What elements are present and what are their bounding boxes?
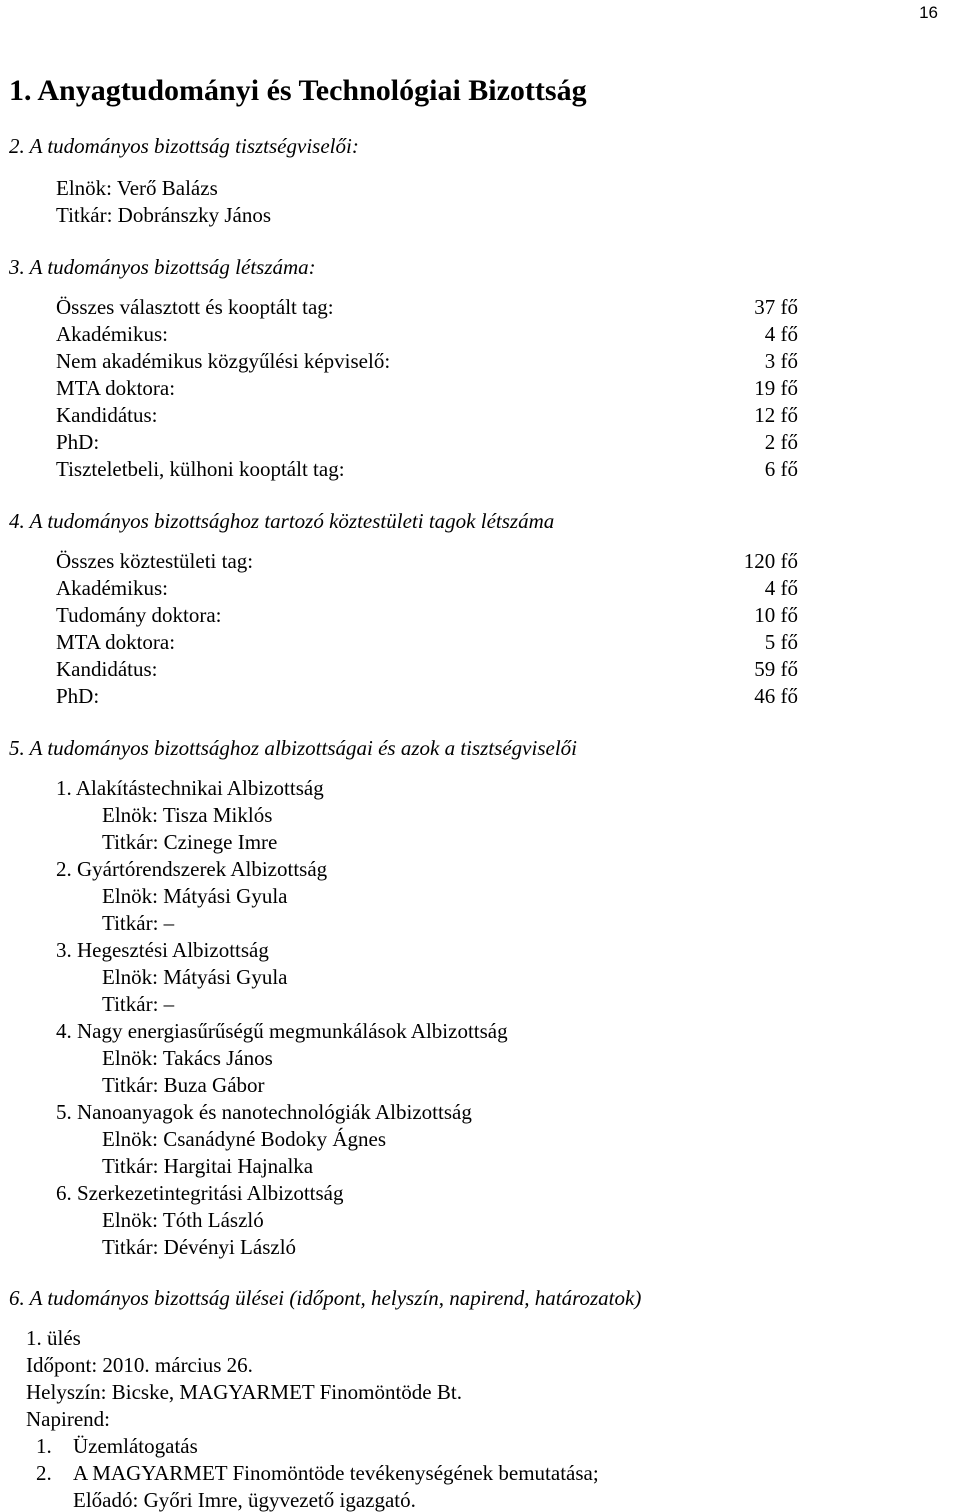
subcommittee-name: 2. Gyártórendszerek Albizottság: [56, 857, 328, 881]
row-label: Összes köztestületi tag:: [56, 549, 254, 573]
row-value: 120 fő: [743, 549, 798, 573]
row-label: PhD:: [56, 430, 100, 454]
subcommittee-secretary: Titkár: Buza Gábor: [102, 1073, 265, 1097]
subcommittee-secretary: Titkár: Czinege Imre: [102, 830, 278, 854]
secretary-line: Titkár: Dobránszky János: [56, 203, 272, 227]
subcommittee-name: 4. Nagy energiasűrűségű megmunkálások Albizottság: [56, 1019, 508, 1043]
subcommittee-name: 5. Nanoanyagok és nanotechnológiák Albizottság: [56, 1100, 472, 1124]
chair-line: Elnök: Verő Balázs: [56, 176, 218, 200]
row-label: Akadémikus:: [56, 576, 168, 600]
agenda-label: Napirend:: [26, 1407, 110, 1431]
section-3-heading: 3. A tudományos bizottság létszáma:: [9, 255, 316, 279]
subcommittee-chair: Elnök: Tóth László: [102, 1208, 264, 1232]
row-value: 19 fő: [754, 376, 798, 400]
meeting-time: Időpont: 2010. március 26.: [26, 1353, 253, 1377]
agenda-item-text: A MAGYARMET Finomöntöde tevékenységének bemutatása;: [73, 1461, 599, 1485]
subcommittee-name: 1. Alakítástechnikai Albizottság: [56, 776, 324, 800]
section-5-heading: 5. A tudományos bizottsághoz albizottságai és azok a tisztségviselői: [9, 736, 577, 760]
row-value: 5 fő: [764, 630, 798, 654]
row-value: 4 fő: [764, 322, 798, 346]
subcommittee-secretary: Titkár: Dévényi László: [102, 1235, 297, 1259]
row-label: Kandidátus:: [56, 403, 158, 427]
row-label: MTA doktora:: [56, 630, 176, 654]
subcommittee-chair: Elnök: Tisza Miklós: [102, 803, 273, 827]
subcommittee-secretary: Titkár: –: [102, 911, 175, 935]
agenda-item-number: 2.: [36, 1461, 52, 1485]
subcommittee-name: 3. Hegesztési Albizottság: [56, 938, 269, 962]
row-value: 12 fő: [754, 403, 798, 427]
row-label: Nem akadémikus közgyűlési képviselő:: [56, 349, 391, 373]
subcommittee-secretary: Titkár: Hargitai Hajnalka: [102, 1154, 314, 1178]
row-label: Tiszteletbeli, külhoni kooptált tag:: [56, 457, 345, 481]
row-label: Összes választott és kooptált tag:: [56, 295, 334, 319]
agenda-item-number: 1.: [36, 1434, 52, 1458]
row-value: 59 fő: [754, 657, 798, 681]
subcommittee-chair: Elnök: Mátyási Gyula: [102, 965, 288, 989]
row-value: 46 fő: [754, 684, 798, 708]
row-label: Tudomány doktora:: [56, 603, 222, 627]
agenda-item-text: Üzemlátogatás: [73, 1434, 198, 1458]
section-4-heading: 4. A tudományos bizottsághoz tartozó köztestületi tagok létszáma: [9, 509, 555, 533]
meeting-place: Helyszín: Bicske, MAGYARMET Finomöntöde Bt.: [26, 1380, 462, 1404]
row-value: 37 fő: [754, 295, 798, 319]
section-6-heading: 6. A tudományos bizottság ülései (időpont, helyszín, napirend, határozatok): [9, 1286, 642, 1310]
meeting-label: 1. ülés: [26, 1326, 81, 1350]
row-label: Kandidátus:: [56, 657, 158, 681]
row-label: MTA doktora:: [56, 376, 176, 400]
row-value: 2 fő: [764, 430, 798, 454]
row-value: 6 fő: [764, 457, 798, 481]
section-2-heading: 2. A tudományos bizottság tisztségviselői:: [9, 134, 359, 158]
subcommittee-chair: Elnök: Csanádyné Bodoky Ágnes: [102, 1127, 387, 1151]
subcommittee-secretary: Titkár: –: [102, 992, 175, 1016]
row-label: PhD:: [56, 684, 100, 708]
page-number: 16: [919, 3, 938, 22]
row-value: 3 fő: [764, 349, 798, 373]
row-label: Akadémikus:: [56, 322, 168, 346]
subcommittee-chair: Elnök: Mátyási Gyula: [102, 884, 288, 908]
page-title: 1. Anyagtudományi és Technológiai Bizottság: [9, 74, 587, 107]
subcommittee-name: 6. Szerkezetintegritási Albizottság: [56, 1181, 344, 1205]
subcommittee-chair: Elnök: Takács János: [102, 1046, 273, 1070]
row-value: 4 fő: [764, 576, 798, 600]
presenter-line: Előadó: Győri Imre, ügyvezető igazgató.: [73, 1488, 416, 1512]
row-value: 10 fő: [754, 603, 798, 627]
